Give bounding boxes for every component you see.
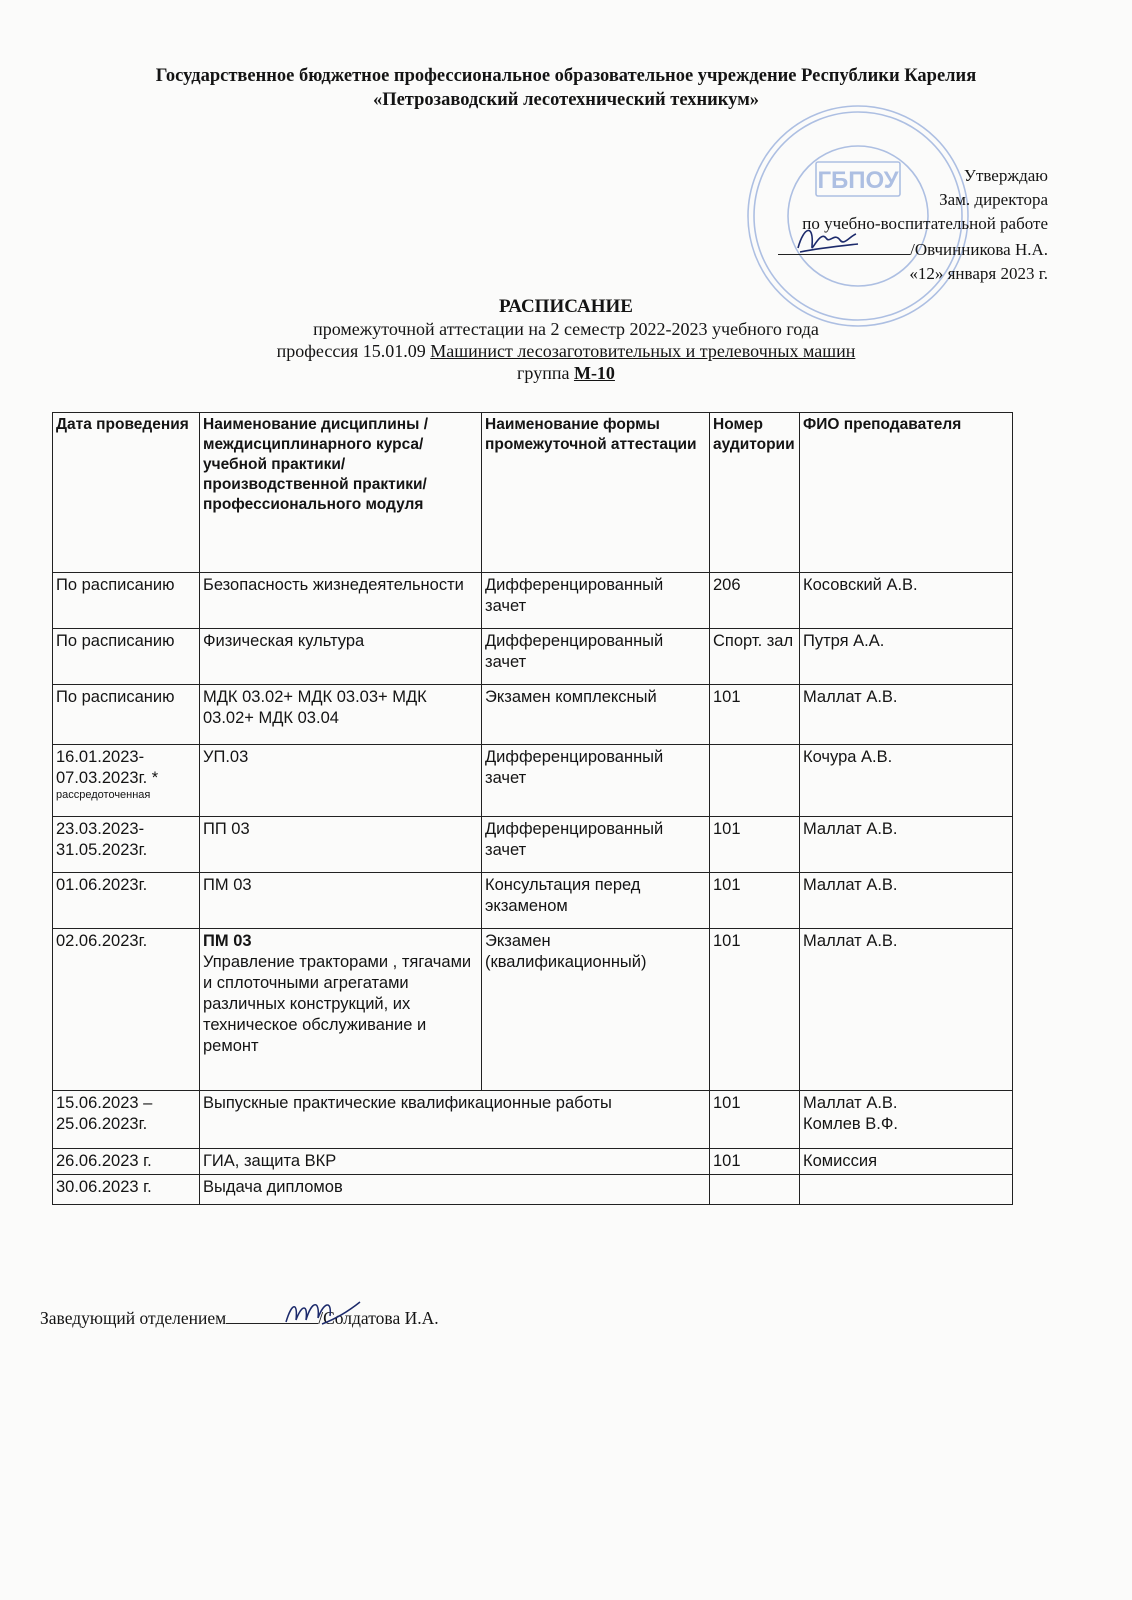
table-row (53, 1175, 1013, 1205)
header-room: Номер аудитории (710, 413, 800, 573)
cell-teacher: Косовский А.В. (800, 573, 1013, 629)
table-row (53, 929, 1013, 1091)
institution-line-1: Государственное бюджетное профессиональное образовательное учреждение Республики Карелия (155, 66, 977, 86)
cell-subject: ПП 03 (200, 817, 482, 873)
cell-date: 26.06.2023 г. (53, 1149, 200, 1175)
stamp-label: ГБПОУ (817, 167, 899, 194)
cell-subject: Безопасность жизнедеятельности (200, 573, 482, 629)
table-row (53, 745, 1013, 817)
cell-form: Дифференцированный зачет (482, 745, 710, 817)
cell-room (710, 745, 800, 817)
cell-room: 101 (710, 817, 800, 873)
profession-name: Машинист лесозаготовительных и трелевочных машин (430, 341, 856, 361)
approval-word: Утверждаю (963, 166, 1048, 185)
cell-teacher: Кочура А.В. (800, 745, 1013, 817)
cell-teacher: Комиссия (800, 1149, 1013, 1175)
cell-form: Экзамен комплексный (482, 685, 710, 745)
document-title: РАСПИСАНИЕ (499, 296, 633, 317)
profession-line (0, 340, 1132, 362)
approver-signature (790, 218, 860, 260)
cell-date-note: рассредоточенная (56, 789, 151, 801)
header-subject-text: Наименование дисциплины /междисциплинарного курса/учебной практики/производственной практики/профессионального модуля (203, 416, 429, 513)
cell-teacher: Маллат А.В. (800, 817, 1013, 873)
table-row (53, 817, 1013, 873)
cell-subject: МДК 03.02+ МДК 03.03+ МДК 03.02+ МДК 03.04 (200, 685, 482, 745)
cell-date-range: 16.01.2023-07.03.2023г. * (56, 748, 159, 787)
cell-subject: Физическая культура (200, 629, 482, 685)
cell-room: 101 (710, 685, 800, 745)
cell-room: 206 (710, 573, 800, 629)
document-subtitle: промежуточной аттестации на 2 семестр 2022-2023 учебного года (313, 319, 819, 339)
cell-date: По расписанию (53, 629, 200, 685)
head-signature (282, 1296, 362, 1330)
cell-teacher-1: Маллат А.В. (803, 1094, 898, 1112)
cell-form: Дифференцированный зачет (482, 817, 710, 873)
cell-date (53, 745, 200, 817)
cell-room: 101 (710, 873, 800, 929)
cell-room: Спорт. зал (710, 629, 800, 685)
schedule-table (52, 412, 1013, 1205)
header-teacher: ФИО преподавателя (800, 413, 1013, 573)
approver-name: /Овчинникова Н.А. (910, 240, 1048, 259)
group-line (0, 362, 1132, 384)
cell-date: 30.06.2023 г. (53, 1175, 200, 1205)
header-date: Дата проведения (53, 413, 200, 573)
table-row (53, 573, 1013, 629)
document-title-block (0, 296, 1132, 384)
cell-date: По расписанию (53, 685, 200, 745)
cell-subject: Выпускные практические квалификационные работы (200, 1091, 710, 1149)
cell-form: Дифференцированный зачет (482, 573, 710, 629)
cell-teacher (800, 1091, 1013, 1149)
cell-form: Консультация перед экзаменом (482, 873, 710, 929)
cell-subject-detail: Управление тракторами , тягачами и сплоточными агрегатами различных конструкций, их техническое обслуживание и ремонт (203, 953, 472, 1055)
profession-code: профессия 15.01.09 (276, 341, 426, 361)
table-row (53, 1091, 1013, 1149)
cell-date: По расписанию (53, 573, 200, 629)
cell-date: 15.06.2023 – 25.06.2023г. (53, 1091, 200, 1149)
group-code: М-10 (573, 363, 615, 383)
cell-date: 01.06.2023г. (53, 873, 200, 929)
header-subject (200, 413, 482, 573)
cell-room: 101 (710, 929, 800, 1091)
footer-name: /Солдатова И.А. (318, 1308, 439, 1328)
cell-date: 02.06.2023г. (53, 929, 200, 1091)
table-row (53, 629, 1013, 685)
cell-subject (200, 929, 482, 1091)
cell-teacher (800, 1175, 1013, 1205)
cell-room (710, 1175, 800, 1205)
table-row (53, 873, 1013, 929)
cell-date: 23.03.2023-31.05.2023г. (53, 817, 200, 873)
approval-position-2: по учебно-воспитательной работе (802, 214, 1048, 233)
cell-teacher: Путря А.А. (800, 629, 1013, 685)
cell-form: Дифференцированный зачет (482, 629, 710, 685)
table-row (53, 1149, 1013, 1175)
footer-label: Заведующий отделением (40, 1308, 227, 1328)
cell-subject: Выдача дипломов (200, 1175, 710, 1205)
cell-form: Экзамен (квалификационный) (482, 929, 710, 1091)
approval-position-1: Зам. директора (939, 190, 1048, 209)
cell-subject: УП.03 (200, 745, 482, 817)
cell-room: 101 (710, 1091, 800, 1149)
table-header-row (53, 413, 1013, 573)
institution-line-2: «Петрозаводский лесотехнический техникум» (372, 90, 760, 110)
cell-subject-title: ПМ 03 (203, 932, 252, 950)
cell-room: 101 (710, 1149, 800, 1175)
group-prefix: группа (517, 363, 570, 383)
cell-teacher: Маллат А.В. (800, 685, 1013, 745)
cell-teacher-2: Комлев В.Ф. (803, 1115, 899, 1133)
footer-signature (40, 1305, 439, 1329)
cell-subject: ПМ 03 (200, 873, 482, 929)
header-form: Наименование формы промежуточной аттестации (482, 413, 710, 573)
cell-subject: ГИА, защита ВКР (200, 1149, 710, 1175)
cell-teacher: Маллат А.В. (800, 929, 1013, 1091)
approval-date: «12» января 2023 г. (909, 264, 1048, 283)
cell-teacher: Маллат А.В. (800, 873, 1013, 929)
table-row (53, 685, 1013, 745)
